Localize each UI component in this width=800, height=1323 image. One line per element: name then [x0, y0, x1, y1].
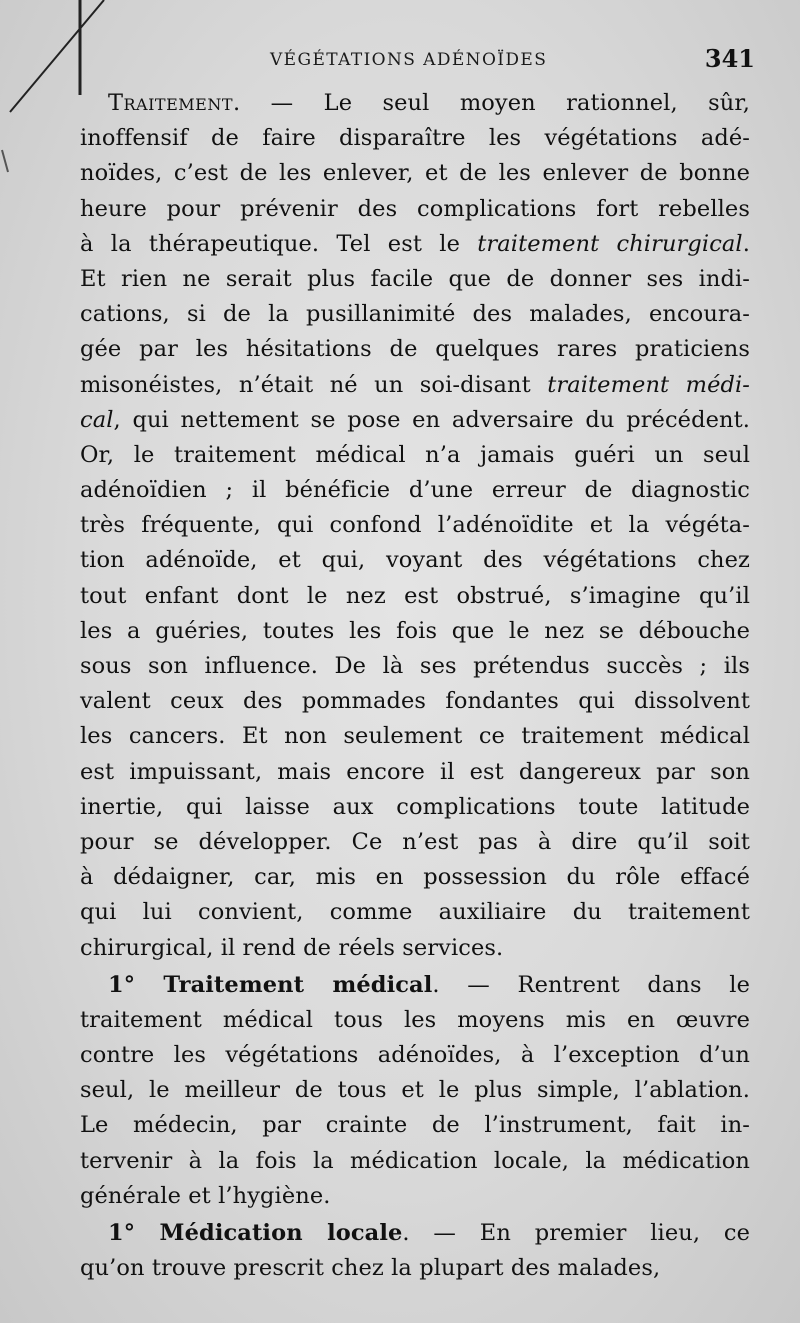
text-line [80, 649, 750, 684]
text-line [80, 860, 750, 895]
text-run: adénoïdien ; il bénéficie d’une erreur de diagnostic [80, 477, 750, 504]
text-line [80, 755, 750, 790]
text-line [80, 543, 750, 578]
text-run-bold: 1° Traitement médical [108, 971, 433, 998]
text-run: inertie, qui laisse aux complications toute latitude [80, 793, 750, 820]
text-line [80, 1251, 750, 1286]
text-run: Et rien ne serait plus facile que de donner ses indi- [80, 265, 750, 292]
text-run: les a guéries, toutes les fois que le nez se débouche [80, 617, 750, 644]
text-line [80, 192, 750, 227]
text-run: . [742, 230, 750, 257]
page-header [80, 40, 755, 80]
text-run: est impuissant, mais encore il est dangereux par son [80, 758, 750, 785]
text-run-ital: cal [80, 406, 114, 433]
text-run: . — Le seul moyen rationnel, sûr, [233, 90, 750, 116]
text-run-bold: 1° Médication locale [108, 1220, 403, 1246]
text-line [80, 895, 750, 930]
text-run: inoffensif de faire disparaître les végétations adé- [80, 125, 750, 152]
text-line [80, 368, 750, 403]
text-run-smallcaps: Traitement [108, 90, 234, 116]
text-run: les cancers. Et non seulement ce traitement médical [80, 723, 750, 750]
text-line [80, 1216, 750, 1251]
text-line [80, 790, 750, 825]
text-run: cations, si de la pusillanimité des malades, encoura- [80, 301, 750, 328]
running-title: VÉGÉTATIONS ADÉNOÏDES [270, 50, 548, 70]
text-run: qu’on trouve prescrit chez la plupart des malades, [80, 1255, 661, 1282]
text-line [80, 156, 750, 191]
text-line [80, 579, 750, 614]
text-run: qui lui convient, comme auxiliaire du traitement [80, 899, 750, 926]
text-line [80, 684, 750, 719]
text-line [80, 1003, 750, 1038]
text-run: gée par les hésitations de quelques rares praticiens [80, 336, 750, 363]
text-run: contre les végétations adénoïdes, à l’exception d’un [80, 1042, 750, 1069]
paragraph-traitement [80, 86, 750, 966]
text-line [80, 438, 750, 473]
text-run: à la thérapeutique. Tel est le [80, 230, 478, 257]
text-line [80, 719, 750, 754]
text-run: valent ceux des pommades fondantes qui dissolvent [80, 688, 750, 715]
text-run-ital: traitement médi- [547, 371, 750, 398]
text-line [80, 968, 750, 1003]
page-number: 341 [704, 44, 755, 73]
text-run: pour se développer. Ce n’est pas à dire qu’il soit [80, 828, 750, 855]
text-run: chirurgical, il rend de réels services. [80, 934, 504, 961]
text-run-ital: traitement chirurgical [477, 230, 743, 257]
text-run: Le médecin, par crainte de l’instrument, fait in- [80, 1112, 750, 1139]
text-line [80, 86, 750, 121]
text-run: noïdes, c’est de les enlever, et de les enlever de bonne [80, 160, 750, 187]
paragraph-medication-locale [80, 1216, 750, 1286]
text-run: générale et l’hygiène. [80, 1182, 331, 1209]
text-run: traitement médical tous les moyens mis en œuvre [80, 1006, 750, 1033]
text-line [80, 121, 750, 156]
text-run: misonéistes, n’était né un soi-disant [80, 371, 548, 398]
text-line [80, 825, 750, 860]
text-line [80, 1108, 750, 1143]
text-line [80, 403, 750, 438]
text-line [80, 1038, 750, 1073]
text-line [80, 1144, 750, 1179]
text-line [80, 332, 750, 367]
text-run: tout enfant dont le nez est obstrué, s’imagine qu’il [80, 582, 750, 609]
text-run: tervenir à la fois la médication locale, la médication [80, 1147, 750, 1174]
text-line [80, 1073, 750, 1108]
text-line [80, 508, 750, 543]
text-run: . — Rentrent dans le [432, 971, 750, 998]
text-line [80, 1179, 750, 1214]
text-run: , qui nettement se pose en adversaire du précédent. [113, 406, 750, 433]
text-run: heure pour prévenir des complications fort rebelles [80, 195, 750, 222]
text-run: . — En premier lieu, ce [402, 1220, 750, 1246]
text-line [80, 614, 750, 649]
paragraph-traitement-medical [80, 968, 750, 1214]
body-text [80, 86, 750, 1286]
text-run: très fréquente, qui confond l’adénoïdite et la végéta- [80, 512, 750, 539]
text-line [80, 297, 750, 332]
text-line [80, 227, 750, 262]
text-line [80, 262, 750, 297]
text-run: sous son influence. De là ses prétendus succès ; ils [80, 653, 750, 679]
text-run: tion adénoïde, et qui, voyant des végétations chez [80, 547, 750, 574]
text-run: à dédaigner, car, mis en possession du rôle effacé [80, 864, 750, 891]
text-line [80, 931, 750, 966]
text-run: seul, le meilleur de tous et le plus simple, l’ablation. [80, 1077, 750, 1104]
text-run: Or, le traitement médical n’a jamais guéri un seul [80, 441, 750, 468]
text-line [80, 473, 750, 508]
